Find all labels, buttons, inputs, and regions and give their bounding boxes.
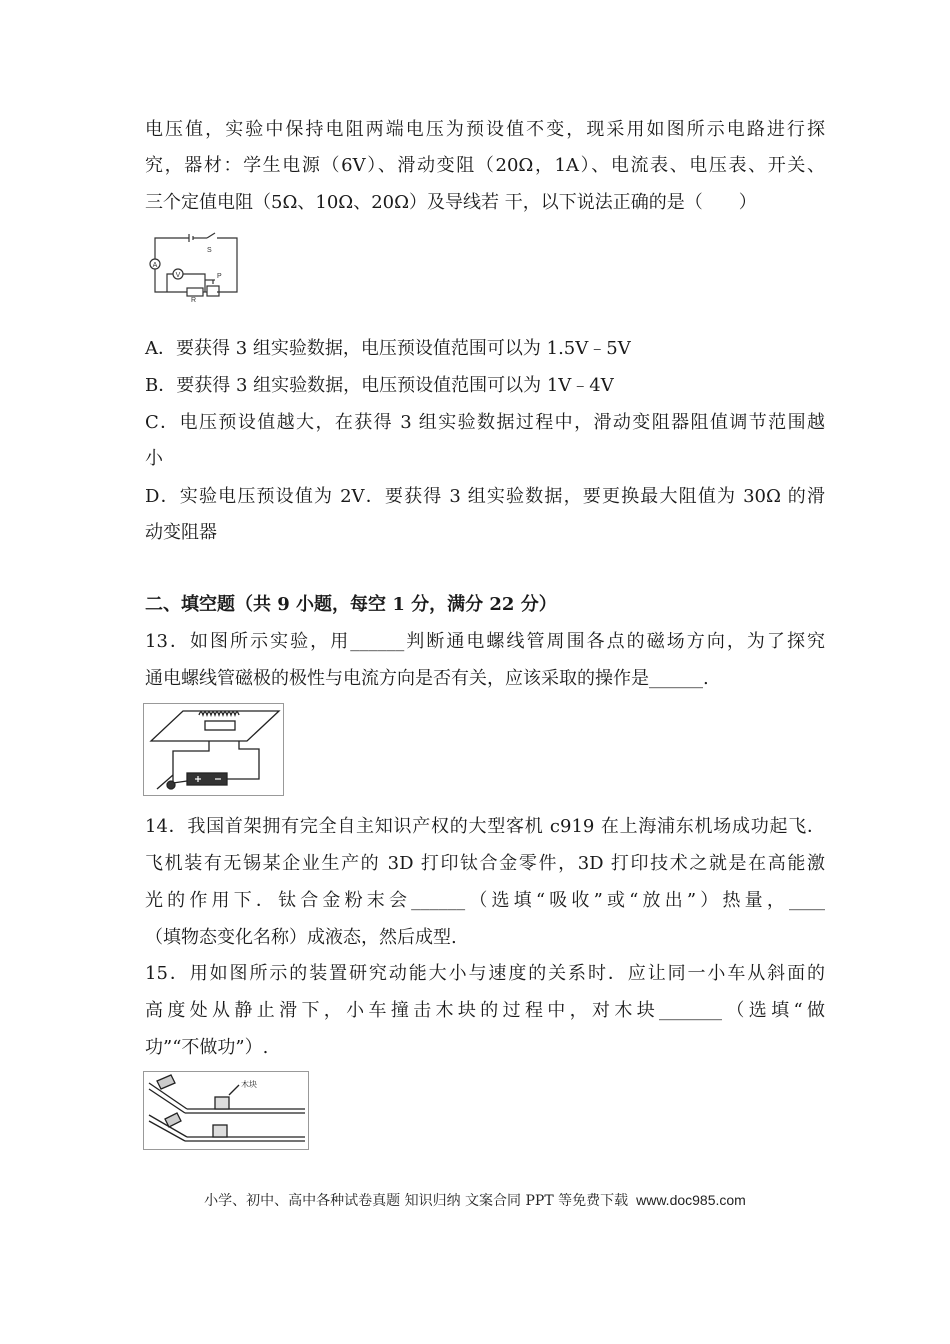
footer-url[interactable]: www.doc985.com <box>636 1192 746 1208</box>
q14-line-2: 飞机装有无锡某企业生产的 3D 打印钛合金零件，3D 打印技术之就是在高能激 <box>145 853 825 874</box>
q12-option-b: B．要获得 3 组实验数据，电压预设值范围可以为 1V﹣4V <box>145 375 614 396</box>
q15-line-3: 功”“不做功”）. <box>145 1037 269 1058</box>
q12-option-d: D．实验电压预设值为 2V．要获得 3 组实验数据，要更换最大阻值为 30Ω 的滑 <box>145 486 825 507</box>
q15-line-2: 高度处从静止滑下，小车撞击木块的过程中，对木块_______（选填“做 <box>145 1000 825 1021</box>
circuit-label-p: P <box>217 273 222 280</box>
footer-text: 小学、初中、高中各种试卷真题 知识归纳 文案合同 PPT 等免费下载 <box>204 1193 629 1209</box>
circuit-label-s: S <box>207 247 212 254</box>
incline-figure <box>143 1071 309 1150</box>
circuit-diagram <box>145 230 243 302</box>
q15-line-1: 15．用如图所示的装置研究动能大小与速度的关系时．应让同一小车从斜面的 <box>145 963 825 984</box>
q12-option-a: A．要获得 3 组实验数据，电压预设值范围可以为 1.5V﹣5V <box>145 338 631 359</box>
q12-stem-line-1: 电压值，实验中保持电阻两端电压为预设值不变，现采用如图所示电路进行探 <box>145 119 825 140</box>
q13-line-2: 通电螺线管磁极的极性与电流方向是否有关，应该采取的操作是______. <box>145 668 709 689</box>
q12-option-d-cont: 动变阻器 <box>145 522 217 543</box>
q12-option-c: C．电压预设值越大，在获得 3 组实验数据过程中，滑动变阻器阻值调节范围越 <box>145 412 825 433</box>
page-footer <box>0 1190 950 1211</box>
q14-line-4: （填物态变化名称）成液态，然后成型. <box>145 927 457 948</box>
solenoid-figure <box>143 703 284 796</box>
q12-stem-line-2: 究，器材：学生电源（6V）、滑动变阻（20Ω，1A）、电流表、电压表、开关、 <box>145 155 825 176</box>
q14-line-1: 14．我国首架拥有完全自主知识产权的大型客机 c919 在上海浦东机场成功起飞． <box>145 816 825 837</box>
circuit-label-a: A <box>152 262 158 269</box>
q14-line-3: 光的作用下．钛合金粉末会______（选填“吸收”或“放出”）热量，____ <box>145 890 825 911</box>
block-label: 木块 <box>241 1080 257 1089</box>
circuit-label-r: R <box>191 297 197 302</box>
section-heading: 二、填空题（共 9 小题，每空 1 分，满分 22 分） <box>145 594 557 615</box>
q12-stem-line-3: 三个定值电阻（5Ω、10Ω、20Ω）及导线若 干，以下说法正确的是（ ） <box>145 192 757 213</box>
circuit-label-v: V <box>175 272 181 279</box>
q13-line-1: 13．如图所示实验，用______判断通电螺线管周围各点的磁场方向，为了探究 <box>145 631 825 652</box>
q12-option-c-cont: 小 <box>145 448 163 469</box>
